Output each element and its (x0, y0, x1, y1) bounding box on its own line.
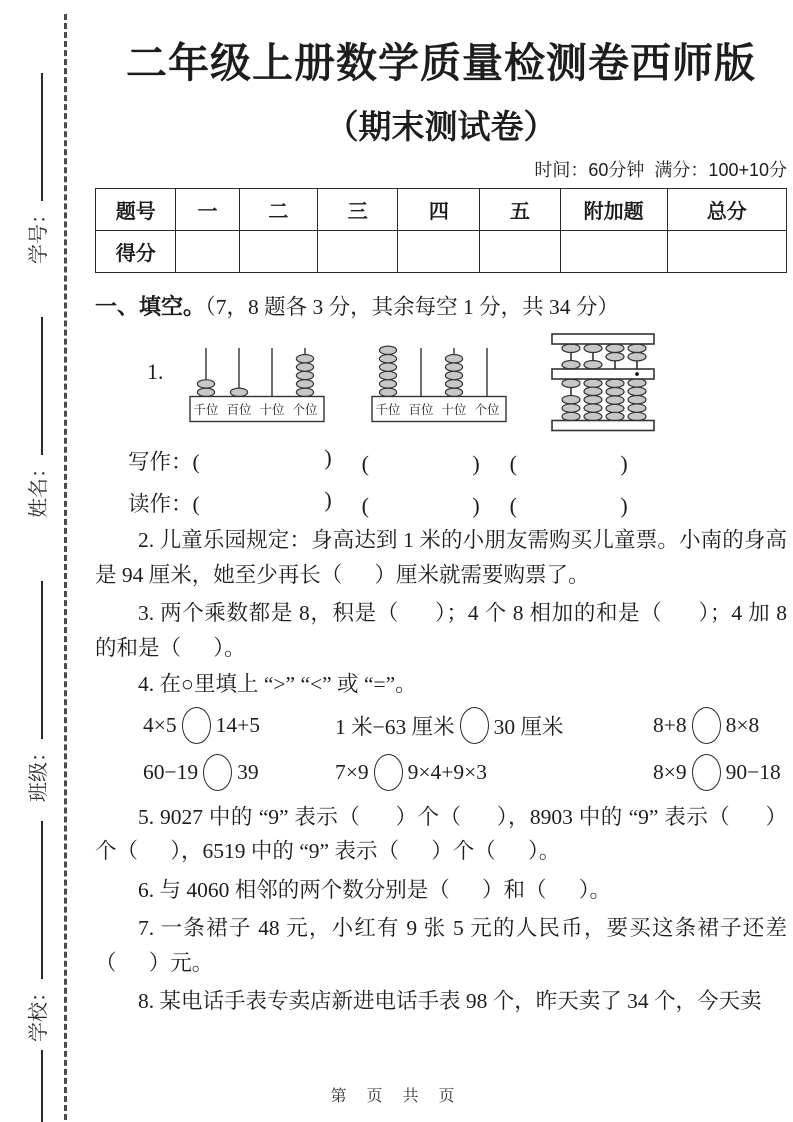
section-one-note: （7，8 题各 3 分，其余每空 1 分，共 34 分） (205, 295, 619, 320)
comparison-left: 7×9 (335, 759, 369, 784)
svg-text:百位: 百位 (226, 403, 252, 418)
paren-close: ) (472, 492, 480, 518)
question-7: 7. 一条裙子 48 元，小红有 9 张 5 元的人民币，要买这条裙子还差（ ）元。 (95, 916, 787, 975)
svg-text:千位: 千位 (375, 403, 401, 418)
svg-text:十位: 十位 (259, 403, 285, 418)
answer-blank (214, 487, 332, 513)
comparison-left: 60−19 (143, 759, 199, 784)
comparison-left: 8×9 (653, 759, 687, 784)
question-2: 2. 儿童乐园规定：身高达到 1 米的小朋友需购买儿童票。小南的身高是 94 厘米，她至少再长（ ）厘米就需要购票了。 (95, 528, 787, 587)
comparison-right: 14+5 (215, 712, 261, 737)
answer-blank (510, 451, 628, 477)
abacus-figure (551, 333, 655, 432)
exam-content (95, 0, 787, 1019)
comparison-left: 4×5 (143, 712, 177, 737)
answer-circle (460, 707, 489, 744)
score-table-header-cell: 题号 (96, 189, 176, 231)
score-table-header-cell: 总分 (667, 189, 787, 231)
score-cell-empty (667, 231, 787, 273)
place-value-counter-2 (371, 345, 507, 423)
comparison-item (653, 754, 787, 791)
comparison-left: 8+8 (653, 712, 687, 737)
seal-field-blank (38, 821, 43, 979)
question-4 (95, 667, 787, 796)
score-cell-empty (560, 231, 667, 273)
comparison-item (653, 707, 787, 744)
answer-circle (692, 754, 721, 791)
score-cell-empty (480, 231, 560, 273)
answer-blank (362, 451, 480, 477)
score-cell-empty (176, 231, 239, 273)
question-8: 8. 某电话手表专卖店新进电话手表 98 个，昨天卖了 34 个，今天卖 (138, 989, 762, 1014)
seal-field-student-number (27, 73, 51, 264)
answer-blank (362, 493, 480, 519)
comparison-left: 1 米−63 厘米 (335, 714, 455, 739)
question-4-prompt: 4. 在○里填上 “>” “<” 或 “=”。 (138, 672, 417, 697)
score-table-score-row (96, 231, 787, 273)
seal-field-blank (38, 73, 43, 201)
seal-field-label: 姓名： (28, 458, 50, 518)
paren-open: ( (509, 492, 517, 518)
question-3: 3. 两个乘数都是 8，积是（ ）；4 个 8 相加的和是（ ）；4 加 8 的和是（ ）。 (95, 601, 787, 660)
answer-circle (374, 754, 403, 791)
score-cell-empty (318, 231, 398, 273)
section-one-title: 一、填空。 (95, 294, 206, 320)
comparison-right: 9×4+9×3 (407, 759, 488, 784)
q1-read-row (95, 486, 787, 519)
score-table-header-cell: 一 (176, 189, 239, 231)
exam-meta: 时间：60分钟 满分：100+10分 (534, 159, 787, 180)
score-table-header-row (96, 189, 787, 231)
score-cell-empty (239, 231, 317, 273)
seal-field-school (27, 821, 51, 1042)
comparison-right: 8×8 (725, 712, 760, 737)
seal-dashed-line (64, 14, 67, 1120)
paren-close: ) (324, 486, 332, 512)
answer-circle (692, 707, 721, 744)
exam-subtitle: （期末测试卷） (325, 108, 557, 146)
seal-field-name (27, 317, 51, 518)
answer-blank (510, 493, 628, 519)
q1-write-row (95, 444, 787, 477)
question-5: 5. 9027 中的 “9” 表示（ ）个（ ），8903 中的 “9” 表示（ ）个（ ），6519 中的 “9” 表示（ ）个（ ）。 (95, 804, 787, 864)
seal-field-class (27, 581, 51, 802)
paren-close: ) (620, 492, 628, 518)
read-blanks (200, 487, 628, 519)
place-value-counter-1 (189, 345, 325, 423)
comparison-item (335, 754, 653, 791)
question-1-figures (95, 333, 787, 435)
paren-close: ) (620, 450, 628, 476)
section-one-heading (95, 290, 787, 324)
paren-close: ) (324, 444, 332, 470)
comparison-item (143, 707, 335, 744)
svg-text:个位: 个位 (474, 403, 500, 418)
answer-blank (214, 445, 332, 471)
svg-text:个位: 个位 (292, 403, 318, 418)
question-4-row-1 (95, 702, 787, 749)
svg-text:十位: 十位 (441, 403, 467, 418)
answer-circle (182, 707, 211, 744)
score-table-header-cell: 五 (480, 189, 560, 231)
comparison-item (335, 707, 653, 744)
paren-open: ( (361, 450, 369, 476)
paren-open: ( (509, 450, 517, 476)
score-table-header-cell: 附加题 (560, 189, 667, 231)
exam-title: 二年级上册数学质量检测卷西师版 (126, 40, 756, 86)
seal-field-label: 班级： (28, 742, 50, 802)
read-label: 读作：( (128, 492, 200, 517)
score-table (95, 188, 787, 273)
paren-open: ( (361, 492, 369, 518)
score-table-header-cell: 三 (318, 189, 398, 231)
score-table-header-cell: 四 (398, 189, 480, 231)
answer-circle (203, 754, 232, 791)
comparison-right: 39 (237, 759, 259, 784)
page-footer: 第 页 共 页 (330, 1088, 463, 1105)
svg-text:百位: 百位 (408, 403, 434, 418)
seal-field-label: 学号： (28, 204, 50, 264)
comparison-right: 30 厘米 (493, 714, 564, 739)
question-6: 6. 与 4060 相邻的两个数分别是（ ）和（ ）。 (138, 877, 612, 902)
seal-field-blank (38, 317, 43, 455)
svg-text:千位: 千位 (193, 403, 219, 418)
write-label: 写作：( (128, 450, 200, 475)
comparison-item (143, 754, 335, 791)
question-4-row-2 (95, 749, 787, 796)
score-table-header-cell: 二 (239, 189, 317, 231)
seal-field-label: 学校： (28, 982, 50, 1042)
seal-field-blank (38, 581, 43, 739)
score-row-label: 得分 (96, 231, 176, 273)
comparison-right: 90−18 (725, 759, 781, 784)
question-1-number: 1. (147, 359, 164, 385)
score-cell-empty (398, 231, 480, 273)
paren-close: ) (472, 450, 480, 476)
write-blanks (200, 445, 628, 477)
